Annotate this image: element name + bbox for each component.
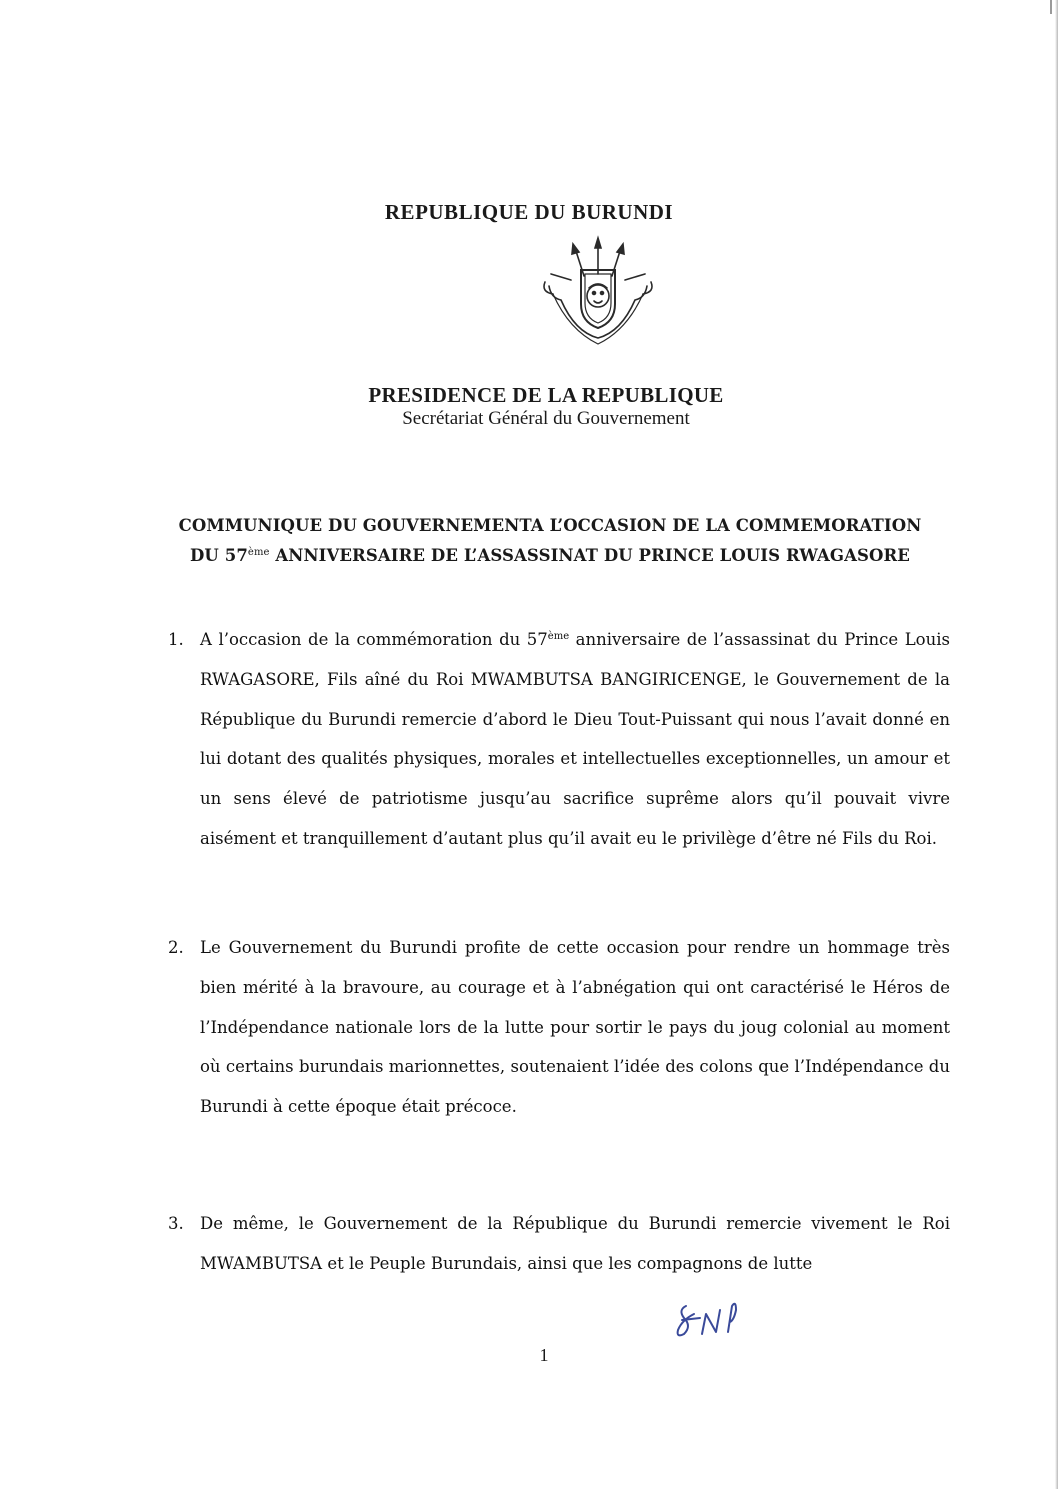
paragraph-2 xyxy=(168,928,950,1127)
title-line2-sup: ème xyxy=(247,547,270,558)
scan-mark xyxy=(1050,0,1052,14)
presidency-title: PRESIDENCE DE LA REPUBLIQUE xyxy=(368,383,724,407)
communique-title xyxy=(0,512,1058,569)
paragraph-text-end: anniversaire de l’assassinat du Prince Louis RWAGASORE, Fils aîné du Roi MWAMBUTSA BANGIRICENGE, le Gouvernement de la République du Burundi remercie d’abord le Dieu Tout-Puissant qui nous l’avait donné en lui dotant des qualités physiques, morales et intellectuelles exceptionnelles, un amour et un sens élevé de patriotisme jusqu’au sacrifice suprême alors qu’il pouvait vivre aisément et tranquillement d’autant plus qu’il avait eu le privilège d’être né Fils du Roi. xyxy=(200,630,950,848)
handwritten-initials-signature xyxy=(672,1296,772,1342)
coat-of-arms-emblem xyxy=(531,234,665,350)
paragraph-text xyxy=(200,620,950,859)
communique-title-line1: COMMUNIQUE DU GOUVERNEMENTA L’OCCASION DE LA COMMEMORATION xyxy=(178,516,922,535)
paragraph-number: 3. xyxy=(168,1214,184,1233)
paragraph-text: Le Gouvernement du Burundi profite de cette occasion pour rendre un hommage très bien mérité à la bravoure, au courage et à l’abnégation qui ont caractérisé le Héros de l’Indépendance nationale lors de la lutte pour sortir le pays du joug colonial au moment où certains burundais marionnettes, soutenaient l’idée des colons que l’Indépendance du Burundi à cette époque était précoce. xyxy=(200,938,950,1117)
secretariat-subtitle: Secrétariat Général du Gouvernement xyxy=(402,408,690,429)
title-line2-prefix: DU 57 xyxy=(190,546,248,565)
paragraph-number: 2. xyxy=(168,938,184,957)
paragraph-3 xyxy=(168,1204,950,1284)
paragraph-text-start: A l’occasion de la commémoration du 57 xyxy=(200,630,548,649)
title-line2-suffix: ANNIVERSAIRE DE L’ASSASSINAT DU PRINCE LOUIS RWAGASORE xyxy=(269,546,910,565)
paragraph-1 xyxy=(168,620,950,859)
page-number: 1 xyxy=(539,1345,549,1365)
paragraph-text: De même, le Gouvernement de la République du Burundi remercie vivement le Roi MWAMBUTSA et le Peuple Burundais, ainsi que les compagnons de lutte xyxy=(200,1214,950,1273)
communique-title-line2 xyxy=(0,539,1058,569)
paragraph-number: 1. xyxy=(168,630,184,649)
country-title: REPUBLIQUE DU BURUNDI xyxy=(384,200,674,224)
ordinal-sup: ème xyxy=(547,631,570,642)
